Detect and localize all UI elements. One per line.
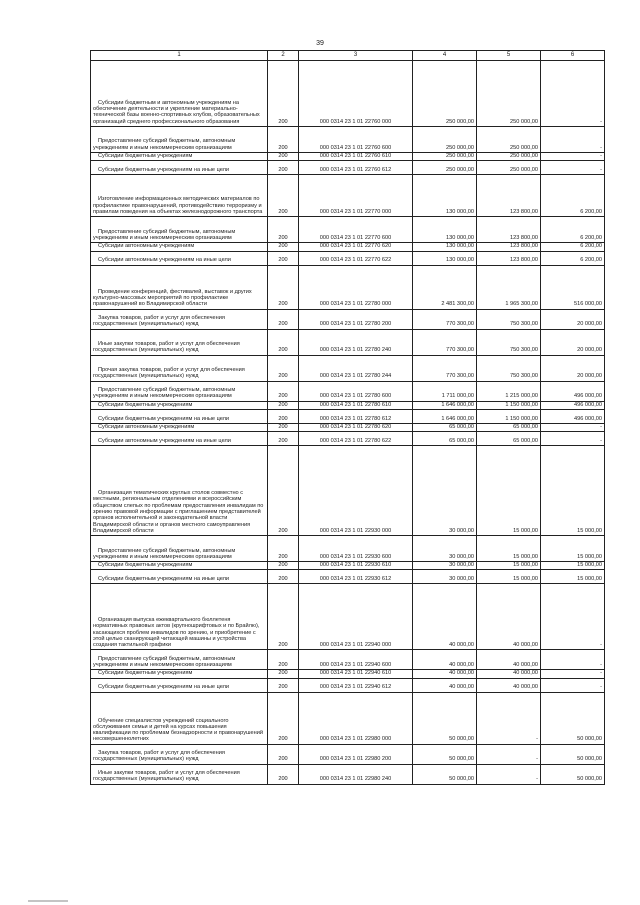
row-code: 200	[268, 61, 299, 127]
row-code: 200	[268, 309, 299, 329]
row-kbk: 000 0314 23 1 01 22780 600	[299, 381, 413, 401]
table-row	[91, 309, 605, 329]
row-amount-col4: 30 000,00	[413, 562, 477, 570]
row-amount-col5: 1 150 000,00	[477, 401, 541, 409]
row-amount-col5: -	[477, 692, 541, 744]
row-name: Предоставление субсидий бюджетным, автономным учреждениям и иным некоммерческим организациям	[91, 650, 268, 670]
scan-artifact	[28, 900, 68, 902]
row-kbk: 000 0314 23 1 01 22780 622	[299, 432, 413, 446]
row-code: 200	[268, 217, 299, 243]
row-amount-col5: 40 000,00	[477, 678, 541, 692]
row-amount-col4: 40 000,00	[413, 650, 477, 670]
row-amount-col6: -	[541, 584, 605, 650]
column-header-6: 6	[541, 51, 605, 61]
row-code: 200	[268, 175, 299, 217]
row-kbk: 000 0314 23 1 01 22760 000	[299, 61, 413, 127]
row-kbk: 000 0314 23 1 01 22940 000	[299, 584, 413, 650]
row-code: 200	[268, 401, 299, 409]
table-header-row	[91, 51, 605, 61]
row-amount-col5: 1 215 000,00	[477, 381, 541, 401]
row-amount-col6: 496 000,00	[541, 381, 605, 401]
column-header-4: 4	[413, 51, 477, 61]
row-code: 200	[268, 744, 299, 764]
row-amount-col6: 15 000,00	[541, 570, 605, 584]
row-name: Предоставление субсидий бюджетным, автономным учреждениям и иным некоммерческим организациям	[91, 127, 268, 153]
row-amount-col5: 123 800,00	[477, 251, 541, 265]
row-amount-col6: -	[541, 423, 605, 431]
row-amount-col4: 50 000,00	[413, 692, 477, 744]
table-row	[91, 251, 605, 265]
row-amount-col6: -	[541, 670, 605, 678]
table-row	[91, 409, 605, 423]
row-code: 200	[268, 423, 299, 431]
row-amount-col6: 15 000,00	[541, 536, 605, 562]
row-kbk: 000 0314 23 1 01 22940 612	[299, 678, 413, 692]
row-name: Субсидии бюджетным учреждениям на иные цели	[91, 678, 268, 692]
row-amount-col4: 40 000,00	[413, 584, 477, 650]
row-code: 200	[268, 243, 299, 251]
row-code: 200	[268, 153, 299, 161]
column-header-3: 3	[299, 51, 413, 61]
row-name: Субсидии автономным учреждениям на иные цели	[91, 432, 268, 446]
table-row	[91, 243, 605, 251]
row-amount-col5: 750 300,00	[477, 309, 541, 329]
row-code: 200	[268, 355, 299, 381]
table-row	[91, 423, 605, 431]
row-amount-col6: 50 000,00	[541, 692, 605, 744]
column-header-2: 2	[268, 51, 299, 61]
row-amount-col6: 6 200,00	[541, 217, 605, 243]
row-code: 200	[268, 536, 299, 562]
row-name: Субсидии бюджетным учреждениям	[91, 562, 268, 570]
row-name: Субсидии автономным учреждениям на иные цели	[91, 251, 268, 265]
row-name: Субсидии бюджетным учреждениям	[91, 670, 268, 678]
row-name: Иные закупки товаров, работ и услуг для обеспечения государственных (муниципальных) нужд	[91, 329, 268, 355]
column-header-5: 5	[477, 51, 541, 61]
row-amount-col6: -	[541, 61, 605, 127]
row-amount-col5: 250 000,00	[477, 161, 541, 175]
row-amount-col5: 1 965 300,00	[477, 265, 541, 309]
table-row	[91, 381, 605, 401]
row-code: 200	[268, 670, 299, 678]
row-code: 200	[268, 127, 299, 153]
table-row	[91, 744, 605, 764]
row-amount-col6: -	[541, 678, 605, 692]
row-amount-col4: 130 000,00	[413, 175, 477, 217]
table-row	[91, 536, 605, 562]
row-amount-col4: 30 000,00	[413, 570, 477, 584]
row-name: Проведение конференций, фестивалей, выставок и других культурно-массовых мероприятий по профилактике правонарушений во Владимирской области	[91, 265, 268, 309]
row-amount-col6: 20 000,00	[541, 355, 605, 381]
row-amount-col4: 50 000,00	[413, 744, 477, 764]
row-amount-col5: 15 000,00	[477, 536, 541, 562]
row-amount-col5: -	[477, 764, 541, 784]
row-amount-col6: 20 000,00	[541, 329, 605, 355]
row-name: Субсидии бюджетным и автономным учреждениям на обеспечение деятельности и укрепление материально-технической базы военно-спортивных клубов, образовательных организаций среднего профессионального образования	[91, 61, 268, 127]
row-name: Субсидии бюджетным учреждениям на иные цели	[91, 161, 268, 175]
row-code: 200	[268, 329, 299, 355]
row-amount-col6: 50 000,00	[541, 744, 605, 764]
row-kbk: 000 0314 23 1 01 22940 610	[299, 670, 413, 678]
row-amount-col6: 20 000,00	[541, 309, 605, 329]
row-amount-col4: 50 000,00	[413, 764, 477, 784]
row-amount-col5: 40 000,00	[477, 670, 541, 678]
table-row	[91, 584, 605, 650]
row-code: 200	[268, 692, 299, 744]
row-amount-col4: 1 646 000,00	[413, 401, 477, 409]
row-name: Субсидии бюджетным учреждениям на иные цели	[91, 409, 268, 423]
row-amount-col6: 496 000,00	[541, 401, 605, 409]
row-amount-col4: 130 000,00	[413, 251, 477, 265]
table-row	[91, 161, 605, 175]
row-kbk: 000 0314 23 1 01 22780 620	[299, 423, 413, 431]
row-name: Обучение специалистов учреждений социального обслуживания семьи и детей на курсах повышения квалификации по проблемам безнадзорности и правонарушений несовершеннолетних	[91, 692, 268, 744]
row-name: Предоставление субсидий бюджетным, автономным учреждениям и иным некоммерческим организациям	[91, 381, 268, 401]
budget-table-body	[91, 51, 605, 785]
table-row	[91, 570, 605, 584]
row-name: Субсидии бюджетным учреждениям	[91, 401, 268, 409]
row-name: Субсидии автономным учреждениям	[91, 243, 268, 251]
row-amount-col6: 516 000,00	[541, 265, 605, 309]
row-kbk: 000 0314 23 1 01 22760 610	[299, 153, 413, 161]
table-row	[91, 127, 605, 153]
row-amount-col6: -	[541, 127, 605, 153]
row-code: 200	[268, 265, 299, 309]
table-row	[91, 329, 605, 355]
row-name: Прочая закупка товаров, работ и услуг для обеспечения государственных (муниципальных) нужд	[91, 355, 268, 381]
row-kbk: 000 0314 23 1 01 22930 612	[299, 570, 413, 584]
table-row	[91, 562, 605, 570]
row-amount-col4: 40 000,00	[413, 670, 477, 678]
table-row	[91, 678, 605, 692]
row-amount-col5: 250 000,00	[477, 127, 541, 153]
row-name: Субсидии автономным учреждениям	[91, 423, 268, 431]
row-amount-col6: 6 200,00	[541, 243, 605, 251]
row-code: 200	[268, 562, 299, 570]
row-kbk: 000 0314 23 1 01 22770 600	[299, 217, 413, 243]
table-row	[91, 401, 605, 409]
row-amount-col5: 750 300,00	[477, 329, 541, 355]
row-amount-col4: 130 000,00	[413, 217, 477, 243]
table-row	[91, 175, 605, 217]
row-kbk: 000 0314 23 1 01 22760 612	[299, 161, 413, 175]
row-amount-col5: 40 000,00	[477, 584, 541, 650]
row-kbk: 000 0314 23 1 01 22780 000	[299, 265, 413, 309]
row-amount-col4: 1 711 000,00	[413, 381, 477, 401]
row-amount-col4: 250 000,00	[413, 153, 477, 161]
row-code: 200	[268, 409, 299, 423]
row-code: 200	[268, 432, 299, 446]
row-code: 200	[268, 678, 299, 692]
table-row	[91, 670, 605, 678]
row-kbk: 000 0314 23 1 01 22940 600	[299, 650, 413, 670]
row-code: 200	[268, 161, 299, 175]
table-row	[91, 446, 605, 536]
table-row	[91, 355, 605, 381]
row-amount-col6: 6 200,00	[541, 251, 605, 265]
row-amount-col4: 1 646 000,00	[413, 409, 477, 423]
row-amount-col4: 770 300,00	[413, 355, 477, 381]
row-kbk: 000 0314 23 1 01 22980 200	[299, 744, 413, 764]
row-name: Организация выпуска ежеквартального бюллетеня нормативных правовых актов (крупношрифтовых и по Брайлю), касающихся проблем инвалидов по зрению, и приобретение с этой целью сканирующей читающей машины и устройства создания тактильной графики	[91, 584, 268, 650]
page-number: 39	[316, 40, 324, 47]
row-kbk: 000 0314 23 1 01 22930 600	[299, 536, 413, 562]
row-amount-col6: 496 000,00	[541, 409, 605, 423]
row-amount-col6: 6 200,00	[541, 175, 605, 217]
row-amount-col5: 15 000,00	[477, 562, 541, 570]
row-amount-col4: 770 300,00	[413, 329, 477, 355]
row-amount-col5: 40 000,00	[477, 650, 541, 670]
row-amount-col4: 40 000,00	[413, 678, 477, 692]
row-name: Изготовление информационных методических материалов по профилактике правонарушений, противодействию терроризму и правилам поведения на объектах железнодорожного транспорта	[91, 175, 268, 217]
column-header-1: 1	[91, 51, 268, 61]
row-amount-col6: 15 000,00	[541, 562, 605, 570]
row-amount-col6: -	[541, 161, 605, 175]
row-amount-col4: 30 000,00	[413, 446, 477, 536]
row-kbk: 000 0314 23 1 01 22780 240	[299, 329, 413, 355]
row-kbk: 000 0314 23 1 01 22770 000	[299, 175, 413, 217]
row-amount-col4: 770 300,00	[413, 309, 477, 329]
row-amount-col5: 250 000,00	[477, 153, 541, 161]
row-kbk: 000 0314 23 1 01 22780 610	[299, 401, 413, 409]
row-amount-col5: 123 800,00	[477, 217, 541, 243]
row-kbk: 000 0314 23 1 01 22930 000	[299, 446, 413, 536]
row-amount-col5: -	[477, 744, 541, 764]
row-name: Организация тематических круглых столов совместно с местными, региональным отделениями и всероссийским обществом слепых по проблемам предоставления инвалидам по зрению правовой информации с приглашением представителей органов исполнительной и законодательной власти Владимирской области и органов местного самоуправления Владимирской области	[91, 446, 268, 536]
table-row	[91, 217, 605, 243]
row-code: 200	[268, 381, 299, 401]
row-name: Закупка товаров, работ и услуг для обеспечения государственных (муниципальных) нужд	[91, 744, 268, 764]
row-amount-col5: 123 800,00	[477, 243, 541, 251]
row-kbk: 000 0314 23 1 01 22980 240	[299, 764, 413, 784]
row-amount-col5: 65 000,00	[477, 423, 541, 431]
row-amount-col5: 1 150 000,00	[477, 409, 541, 423]
row-kbk: 000 0314 23 1 01 22980 000	[299, 692, 413, 744]
table-row	[91, 650, 605, 670]
row-kbk: 000 0314 23 1 01 22780 244	[299, 355, 413, 381]
row-kbk: 000 0314 23 1 01 22760 600	[299, 127, 413, 153]
row-amount-col4: 250 000,00	[413, 127, 477, 153]
row-amount-col4: 65 000,00	[413, 432, 477, 446]
row-amount-col6: -	[541, 432, 605, 446]
row-code: 200	[268, 764, 299, 784]
table-row	[91, 265, 605, 309]
row-name: Субсидии бюджетным учреждениям на иные цели	[91, 570, 268, 584]
row-kbk: 000 0314 23 1 01 22780 200	[299, 309, 413, 329]
row-name: Закупка товаров, работ и услуг для обеспечения государственных (муниципальных) нужд	[91, 309, 268, 329]
table-row	[91, 61, 605, 127]
row-name: Иные закупки товаров, работ и услуг для обеспечения государственных (муниципальных) нужд	[91, 764, 268, 784]
row-amount-col5: 15 000,00	[477, 446, 541, 536]
row-name: Субсидии бюджетным учреждениям	[91, 153, 268, 161]
row-amount-col6: -	[541, 153, 605, 161]
row-amount-col5: 65 000,00	[477, 432, 541, 446]
row-amount-col4: 30 000,00	[413, 536, 477, 562]
table-row	[91, 432, 605, 446]
row-amount-col5: 250 000,00	[477, 61, 541, 127]
table-row	[91, 764, 605, 784]
table-row	[91, 692, 605, 744]
table-row	[91, 153, 605, 161]
row-amount-col6: -	[541, 650, 605, 670]
row-code: 200	[268, 446, 299, 536]
row-kbk: 000 0314 23 1 01 22780 612	[299, 409, 413, 423]
row-code: 200	[268, 584, 299, 650]
row-amount-col6: 15 000,00	[541, 446, 605, 536]
row-amount-col4: 2 481 300,00	[413, 265, 477, 309]
row-name: Предоставление субсидий бюджетным, автономным учреждениям и иным некоммерческим организациям	[91, 536, 268, 562]
row-amount-col4: 250 000,00	[413, 61, 477, 127]
row-amount-col4: 130 000,00	[413, 243, 477, 251]
row-amount-col6: 50 000,00	[541, 764, 605, 784]
row-amount-col5: 750 300,00	[477, 355, 541, 381]
row-amount-col4: 65 000,00	[413, 423, 477, 431]
row-code: 200	[268, 570, 299, 584]
row-kbk: 000 0314 23 1 01 22770 622	[299, 251, 413, 265]
row-amount-col5: 15 000,00	[477, 570, 541, 584]
row-amount-col5: 123 800,00	[477, 175, 541, 217]
row-kbk: 000 0314 23 1 01 22930 610	[299, 562, 413, 570]
row-name: Предоставление субсидий бюджетным, автономным учреждениям и иным некоммерческим организациям	[91, 217, 268, 243]
row-amount-col4: 250 000,00	[413, 161, 477, 175]
row-kbk: 000 0314 23 1 01 22770 620	[299, 243, 413, 251]
row-code: 200	[268, 650, 299, 670]
row-code: 200	[268, 251, 299, 265]
budget-table	[90, 50, 605, 785]
